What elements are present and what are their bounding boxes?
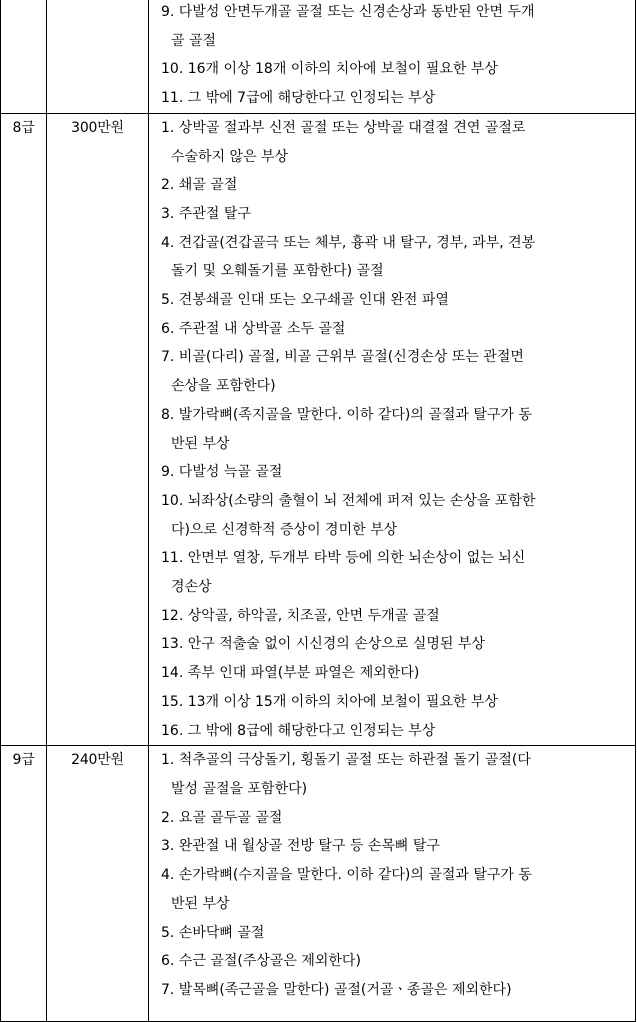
item-text: 2. 요골 골두골 골절 xyxy=(161,809,283,826)
item-text: 1. 척추골의 극상돌기, 횡돌기 골절 또는 하관절 돌기 골절(다 xyxy=(161,752,531,769)
item-text-continuation: 다)으로 신경학적 증상이 경미한 부상 xyxy=(171,521,398,538)
item-text: 1. 상박골 절과부 신전 골절 또는 상박골 대결절 견연 골절로 xyxy=(161,119,526,136)
item-text: 6. 수근 골절(주상골은 제외한다) xyxy=(161,953,361,970)
item-text: 10. 16개 이상 18개 이하의 치아에 보철이 필요한 부상 xyxy=(161,61,498,78)
list-item xyxy=(161,171,631,200)
list-item xyxy=(161,602,631,631)
item-text: 11. 그 밖에 7급에 해당한다고 인정되는 부상 xyxy=(161,90,436,107)
list-item xyxy=(161,659,631,688)
list-item xyxy=(161,630,631,659)
grade-label: 8급 xyxy=(12,119,35,136)
item-text: 6. 주관절 내 상박골 소두 골절 xyxy=(161,320,346,337)
item-text: 11. 안면부 열창, 두개부 타박 등에 의한 뇌손상이 없는 뇌신 xyxy=(161,550,526,567)
amount-cell xyxy=(47,0,149,113)
grade-cell xyxy=(1,746,47,1021)
item-text-continuation: 발성 골절을 포함한다) xyxy=(171,780,308,797)
injury-items-cell xyxy=(149,746,636,1021)
item-text: 9. 다발성 안면두개골 골절 또는 신경손상과 동반된 안면 두개 xyxy=(161,4,535,20)
table-row xyxy=(1,0,636,113)
item-text-continuation: 반된 부상 xyxy=(171,435,230,452)
item-text: 4. 견갑골(견갑골극 또는 체부, 흉곽 내 탈구, 경부, 과부, 견봉 xyxy=(161,234,536,251)
item-text-continuation: 수술하지 않은 부상 xyxy=(171,148,289,165)
item-text: 8. 발가락뼈(족지골을 말한다. 이하 같다)의 골절과 탈구가 동 xyxy=(161,406,532,423)
amount-label: 300만원 xyxy=(71,119,124,136)
item-text: 4. 손가락뼈(수지골을 말한다. 이하 같다)의 골절과 탈구가 동 xyxy=(161,867,532,884)
list-item xyxy=(161,919,631,948)
list-item xyxy=(161,286,631,315)
item-text: 3. 주관절 탈구 xyxy=(161,205,251,222)
injury-items-cell xyxy=(149,0,636,113)
item-text: 7. 발목뼈(족근골을 말한다) 골절(거골ㆍ종골은 제외한다) xyxy=(161,981,512,998)
list-item xyxy=(161,861,631,918)
item-text-continuation: 골 골절 xyxy=(171,32,217,49)
list-item xyxy=(161,114,631,171)
amount-cell xyxy=(47,113,149,745)
item-text-continuation: 돌기 및 오훼돌기를 포함한다) 골절 xyxy=(171,263,384,280)
list-item xyxy=(161,55,631,84)
list-item xyxy=(161,0,631,55)
item-text: 13. 안구 적출술 없이 시신경의 손상으로 실명된 부상 xyxy=(161,636,485,653)
item-text-continuation: 손상을 포함한다) xyxy=(171,378,276,395)
item-text: 10. 뇌좌상(소량의 출혈이 뇌 전체에 퍼져 있는 손상을 포함한 xyxy=(161,492,536,509)
table-row xyxy=(1,113,636,745)
item-text: 16. 그 밖에 8급에 해당한다고 인정되는 부상 xyxy=(161,722,436,739)
list-item xyxy=(161,717,631,746)
grade-cell xyxy=(1,113,47,745)
item-text: 12. 상악골, 하악골, 치조골, 안면 두개골 골절 xyxy=(161,607,440,624)
list-item xyxy=(161,200,631,229)
list-item xyxy=(161,401,631,458)
list-item xyxy=(161,832,631,861)
item-text: 9. 다발성 늑골 골절 xyxy=(161,464,283,481)
list-item xyxy=(161,804,631,833)
list-item xyxy=(161,746,631,803)
amount-cell xyxy=(47,746,149,1021)
amount-label: 240만원 xyxy=(71,752,124,769)
list-item xyxy=(161,84,631,113)
injury-items-cell xyxy=(149,113,636,745)
amount-label xyxy=(47,0,148,27)
list-item xyxy=(161,947,631,976)
list-item xyxy=(161,229,631,286)
table-body xyxy=(1,0,636,1021)
item-text-continuation: 반된 부상 xyxy=(171,895,230,912)
table-row xyxy=(1,746,636,1021)
item-text: 7. 비골(다리) 골절, 비골 근위부 골절(신경손상 또는 관절면 xyxy=(161,349,524,366)
grade-label xyxy=(1,0,46,27)
grade-label: 9급 xyxy=(12,752,35,769)
item-text: 2. 쇄골 골절 xyxy=(161,177,238,194)
item-text-continuation: 경손상 xyxy=(171,579,212,596)
item-text: 3. 완관절 내 월상골 전방 탈구 등 손목뼈 탈구 xyxy=(161,838,440,855)
item-text: 14. 족부 인대 파열(부분 파열은 제외한다) xyxy=(161,665,420,682)
list-item xyxy=(161,688,631,717)
list-item xyxy=(161,487,631,544)
item-text: 5. 견봉쇄골 인대 또는 오구쇄골 인대 완전 파열 xyxy=(161,292,449,309)
item-text: 15. 13개 이상 15개 이하의 치아에 보철이 필요한 부상 xyxy=(161,693,498,710)
list-item xyxy=(161,458,631,487)
list-item xyxy=(161,976,631,1005)
item-text: 5. 손바닥뼈 골절 xyxy=(161,924,265,941)
list-item xyxy=(161,343,631,400)
list-item xyxy=(161,315,631,344)
grade-cell xyxy=(1,0,47,113)
list-item xyxy=(161,544,631,601)
